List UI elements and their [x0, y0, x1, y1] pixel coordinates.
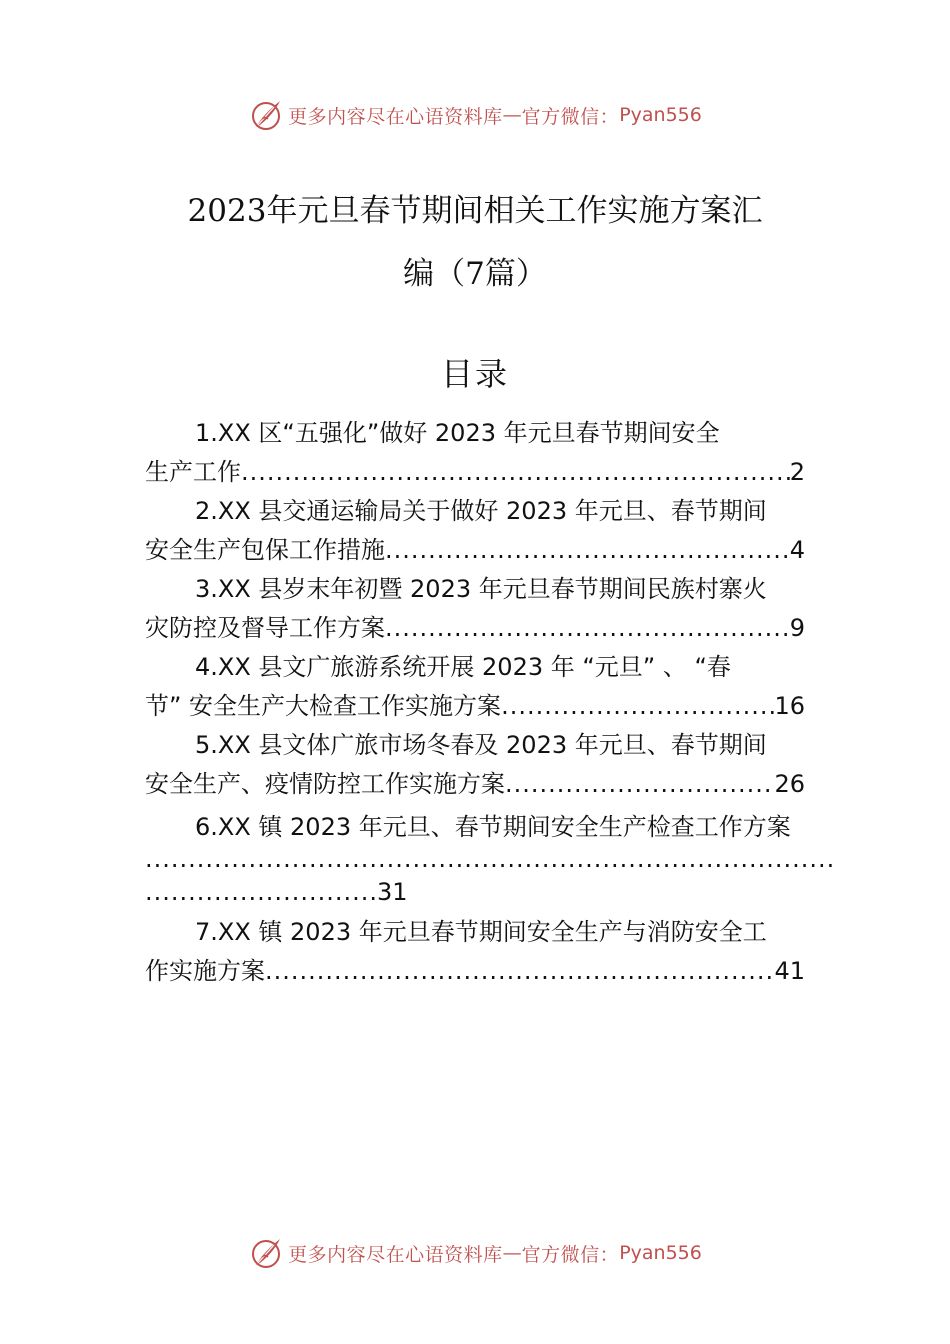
toc-leader-dots	[145, 873, 377, 912]
toc-item-text: 生产工作	[145, 458, 241, 486]
toc-item-4-continuation[interactable]	[145, 687, 805, 726]
toc-leader-dots	[265, 952, 774, 991]
toc-leader-dots	[385, 609, 790, 648]
banner-wechat-id: Pyan556	[619, 1242, 702, 1264]
document-title-line1: 2023年元旦春节期间相关工作实施方案汇	[187, 193, 763, 229]
toc-item-text: 安全生产包保工作措施	[145, 536, 385, 564]
footer-banner	[0, 1233, 950, 1273]
toc-item-2-continuation[interactable]	[145, 531, 805, 570]
toc-leader-dots	[241, 453, 790, 492]
toc-page-number: 2	[789, 458, 805, 486]
toc-item-4-title[interactable]: 4.XX 县文广旅游系统开展 2023 年 “元旦” 、 “春	[195, 653, 731, 681]
toc-page-number: 9	[789, 614, 805, 642]
toc-page-number: 16	[774, 692, 805, 720]
document-title-line2: 编（7篇）	[403, 256, 547, 292]
toc-leader-dots	[501, 687, 774, 726]
banner-wechat-label: 官方微信：	[521, 1243, 620, 1266]
toc-item-text: 灾防控及督导工作方案	[145, 614, 385, 642]
toc-item-3-continuation[interactable]	[145, 609, 805, 648]
toc-item-1-title[interactable]: 1.XX 区“五强化”做好 2023 年元旦春节期间安全	[195, 419, 720, 447]
toc-item-text: 作实施方案	[145, 957, 265, 985]
banner-text: 更多内容尽在心语资料库	[288, 1243, 503, 1266]
toc-item-5-continuation[interactable]	[145, 765, 805, 804]
toc-item-text: 安全生产、疫情防控工作实施方案	[145, 770, 505, 798]
toc-item-6-title[interactable]: 6.XX 镇 2023 年元旦、春节期间安全生产检查工作方案	[195, 813, 791, 841]
banner-wechat-label: 官方微信：	[521, 105, 620, 128]
toc-item-1-continuation[interactable]	[145, 453, 805, 492]
toc-leader-dots	[385, 531, 790, 570]
toc-heading: 目录	[440, 355, 509, 393]
banner-text: 更多内容尽在心语资料库	[288, 105, 503, 128]
toc-item-7-title[interactable]: 7.XX 镇 2023 年元旦春节期间安全生产与消防安全工	[195, 918, 767, 946]
feather-pen-logo-icon	[248, 1235, 284, 1271]
toc-item-5-title[interactable]: 5.XX 县文体广旅市场冬春及 2023 年元旦、春节期间	[195, 731, 767, 759]
toc-page-number: 31	[377, 878, 408, 906]
toc-page-number: 4	[789, 536, 805, 564]
toc-page-number: 41	[774, 957, 805, 985]
toc-item-2-title[interactable]: 2.XX 县交通运输局关于做好 2023 年元旦、春节期间	[195, 497, 767, 525]
feather-pen-logo-icon	[248, 97, 284, 133]
header-banner	[0, 95, 950, 135]
banner-separator: —	[502, 1242, 522, 1264]
banner-separator: —	[502, 104, 522, 126]
banner-wechat-id: Pyan556	[619, 104, 702, 126]
toc-leader-dots	[505, 765, 774, 804]
toc-item-text: 节” 安全生产大检查工作实施方案	[145, 692, 502, 720]
toc-item-3-title[interactable]: 3.XX 县岁末年初暨 2023 年元旦春节期间民族村寨火	[195, 575, 767, 603]
toc-item-6-continuation[interactable]	[145, 873, 408, 912]
toc-page-number: 26	[774, 770, 805, 798]
toc-item-7-continuation[interactable]	[145, 952, 805, 991]
